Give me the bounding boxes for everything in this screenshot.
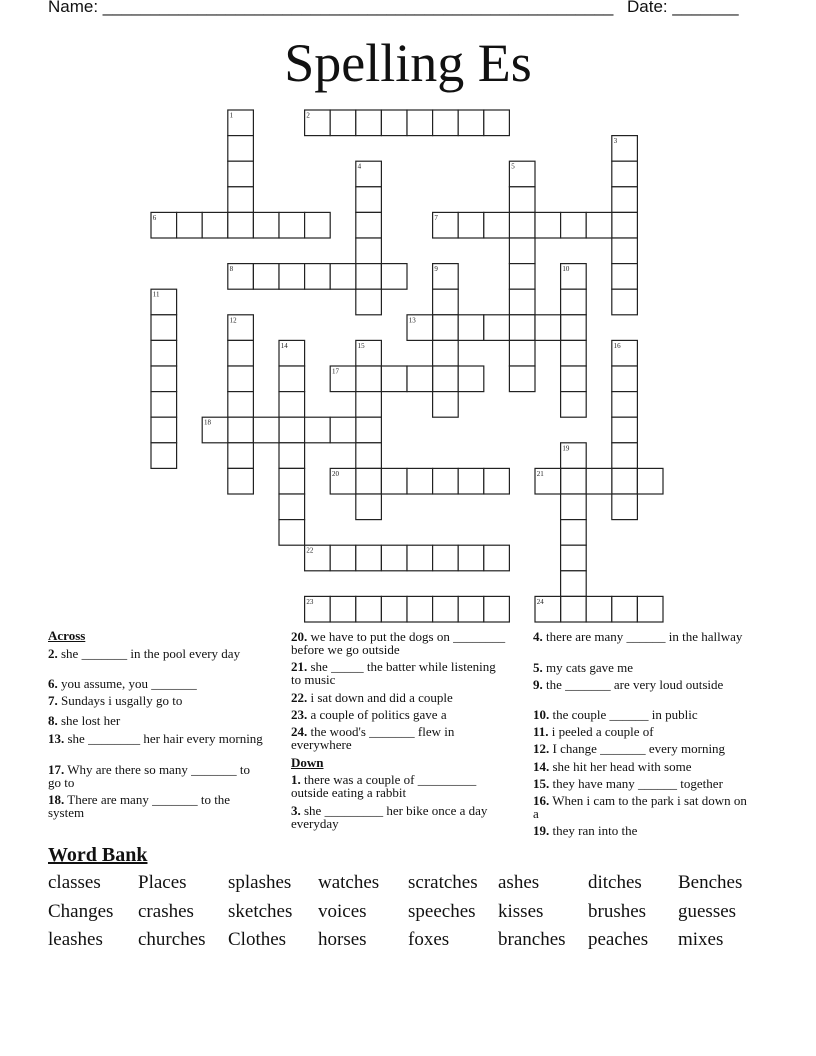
grid-cell[interactable] (612, 289, 638, 315)
grid-cell[interactable] (535, 212, 561, 238)
word-bank-word: scratches (408, 872, 478, 893)
grid-cell[interactable] (228, 136, 254, 162)
grid-cell[interactable] (356, 238, 382, 264)
grid-cell[interactable] (228, 443, 254, 469)
grid-cell[interactable] (433, 366, 459, 392)
grid-cell[interactable] (561, 315, 587, 341)
clue-down-15: 15. they have many ______ together (533, 776, 723, 791)
word-bank-word: classes (48, 872, 101, 893)
clue-number-17: 17 (332, 367, 339, 376)
grid-cell[interactable] (228, 161, 254, 187)
grid-cell[interactable] (484, 596, 510, 622)
clue-number-5: 5 (511, 162, 515, 171)
grid-cell[interactable] (228, 212, 254, 238)
grid-cell[interactable] (305, 417, 331, 443)
clue-down-3: 3. she _________ her bike once a day everyday (291, 803, 488, 831)
grid-cell[interactable] (509, 187, 535, 213)
down-heading: Down (291, 755, 324, 770)
clue-number-15: 15 (357, 341, 365, 350)
grid-cell[interactable] (561, 571, 587, 597)
grid-cell[interactable] (253, 417, 279, 443)
grid-cell[interactable] (612, 468, 638, 494)
grid-cell[interactable] (279, 494, 305, 520)
word-bank-word: Places (138, 872, 187, 893)
grid-cell[interactable] (305, 264, 331, 290)
grid-cell[interactable] (458, 366, 484, 392)
grid-cell[interactable] (356, 468, 382, 494)
grid-cell[interactable] (356, 264, 382, 290)
name-field-label: Name: ______________________________________________________ (48, 0, 614, 16)
word-bank-word: guesses (678, 901, 737, 922)
grid-cell[interactable] (458, 545, 484, 571)
grid-cell[interactable] (279, 392, 305, 418)
grid-cell[interactable] (561, 520, 587, 546)
word-bank-word: crashes (138, 901, 194, 922)
word-bank-word: sketches (228, 901, 293, 922)
grid-cell[interactable] (561, 340, 587, 366)
clue-down-10: 10. the couple ______ in public (533, 707, 698, 722)
grid-cell[interactable] (381, 545, 407, 571)
grid-cell[interactable] (586, 468, 612, 494)
grid-cell[interactable] (484, 315, 510, 341)
clue-down-12: 12. I change _______ every morning (533, 741, 726, 756)
grid-cell[interactable] (637, 596, 663, 622)
clue-down-5: 5. my cats gave me (533, 660, 633, 675)
clue-number-20: 20 (332, 469, 339, 478)
across-heading: Across (48, 628, 86, 643)
grid-cell[interactable] (279, 212, 305, 238)
grid-cell[interactable] (561, 468, 587, 494)
grid-cell[interactable] (228, 340, 254, 366)
grid-cell[interactable] (561, 366, 587, 392)
grid-cell[interactable] (612, 161, 638, 187)
grid-cell[interactable] (228, 417, 254, 443)
grid-cell[interactable] (612, 392, 638, 418)
clue-number-18: 18 (204, 418, 211, 427)
clue-number-11: 11 (152, 290, 160, 299)
grid-cell[interactable] (381, 366, 407, 392)
clue-number-22: 22 (306, 546, 314, 555)
clue-across-23: 23. a couple of politics gave a (291, 707, 447, 722)
grid-cell[interactable] (407, 468, 433, 494)
grid-cell[interactable] (228, 187, 254, 213)
grid-cell[interactable] (330, 110, 356, 136)
grid-cell[interactable] (151, 366, 177, 392)
grid-cell[interactable] (612, 264, 638, 290)
grid-cell[interactable] (433, 110, 459, 136)
grid-cell[interactable] (586, 212, 612, 238)
word-bank-word: watches (318, 872, 380, 893)
clue-across-21: 21. she _____ the batter while listening to music (291, 659, 496, 687)
word-bank-word: splashes (228, 872, 292, 893)
clue-across-7: 7. Sundays i usgally go to (48, 693, 183, 708)
grid-cell[interactable] (356, 596, 382, 622)
word-bank-word: Benches (678, 872, 743, 893)
word-bank-word: branches (498, 929, 566, 950)
grid-cell[interactable] (228, 468, 254, 494)
grid-cell[interactable] (433, 468, 459, 494)
grid-cell[interactable] (509, 366, 535, 392)
word-bank-word: Changes (48, 901, 114, 922)
grid-cell[interactable] (561, 545, 587, 571)
clue-number-23: 23 (306, 597, 314, 606)
grid-cell[interactable] (177, 212, 203, 238)
grid-cell[interactable] (356, 392, 382, 418)
word-bank-word: kisses (498, 901, 544, 922)
clue-down-9: 9. the _______ are very loud outside (533, 677, 724, 692)
grid-cell[interactable] (356, 110, 382, 136)
clue-number-13: 13 (408, 316, 416, 325)
clue-number-10: 10 (562, 265, 570, 274)
grid-cell[interactable] (509, 238, 535, 264)
grid-cell[interactable] (484, 468, 510, 494)
clue-across-13: 13. she ________ her hair every morning (48, 731, 263, 746)
grid-cell[interactable] (509, 264, 535, 290)
grid-cell[interactable] (433, 289, 459, 315)
grid-cell[interactable] (151, 392, 177, 418)
grid-cell[interactable] (151, 443, 177, 469)
grid-cell[interactable] (356, 494, 382, 520)
grid-cell[interactable] (305, 212, 331, 238)
page-title: Spelling Es (284, 33, 532, 93)
clue-number-12: 12 (229, 316, 237, 325)
grid-cell[interactable] (253, 212, 279, 238)
clue-number-6: 6 (152, 213, 157, 222)
clue-down-4: 4. there are many ______ in the hallway (533, 629, 743, 644)
grid-cell[interactable] (535, 315, 561, 341)
date-field-label: Date: _______ (627, 0, 739, 16)
word-bank-title: Word Bank (48, 844, 148, 866)
clue-number-9: 9 (434, 265, 438, 274)
clue-down-19: 19. they ran into the (533, 823, 638, 838)
grid-cell[interactable] (407, 110, 433, 136)
grid-cell[interactable] (612, 187, 638, 213)
grid-cell[interactable] (612, 417, 638, 443)
grid-cell[interactable] (612, 366, 638, 392)
word-bank-word: peaches (588, 929, 649, 950)
grid-cell[interactable] (381, 264, 407, 290)
grid-cell[interactable] (356, 366, 382, 392)
grid-cell[interactable] (433, 340, 459, 366)
clue-number-14: 14 (280, 341, 288, 350)
clue-across-22: 22. i sat down and did a couple (291, 690, 453, 705)
grid-cell[interactable] (202, 212, 228, 238)
grid-cell[interactable] (484, 212, 510, 238)
grid-cell[interactable] (279, 443, 305, 469)
clue-number-1: 1 (229, 111, 234, 120)
clue-across-6: 6. you assume, you _______ (48, 676, 197, 691)
grid-cell[interactable] (612, 596, 638, 622)
grid-cell[interactable] (433, 545, 459, 571)
grid-cell[interactable] (151, 315, 177, 341)
clue-number-21: 21 (536, 469, 544, 478)
word-bank-word: churches (138, 929, 206, 950)
grid-cell[interactable] (509, 212, 535, 238)
word-bank-word: voices (318, 901, 367, 922)
grid-cell[interactable] (407, 366, 433, 392)
clue-down-1: 1. there was a couple of _________ outside eating a rabbit (291, 772, 477, 800)
clue-number-3: 3 (613, 137, 618, 146)
grid-cell[interactable] (356, 545, 382, 571)
word-bank-word: ditches (588, 872, 642, 893)
grid-cell[interactable] (637, 468, 663, 494)
clue-across-2: 2. she _______ in the pool every day (48, 646, 241, 661)
grid-cell[interactable] (561, 289, 587, 315)
clue-number-7: 7 (434, 213, 438, 222)
grid-cell[interactable] (433, 392, 459, 418)
grid-cell[interactable] (407, 596, 433, 622)
grid-cell[interactable] (561, 494, 587, 520)
word-bank-word: mixes (678, 929, 724, 950)
grid-cell[interactable] (381, 110, 407, 136)
grid-cell[interactable] (612, 212, 638, 238)
grid-cell[interactable] (253, 264, 279, 290)
word-bank-word: leashes (48, 929, 103, 950)
clue-number-2: 2 (306, 111, 310, 120)
word-bank-word: horses (318, 929, 367, 950)
clue-across-8: 8. she lost her (48, 713, 121, 728)
grid-cell[interactable] (561, 596, 587, 622)
grid-cell[interactable] (586, 596, 612, 622)
clue-across-24: 24. the wood's _______ flew in everywhere (291, 724, 455, 752)
clue-number-8: 8 (229, 265, 234, 274)
grid-cell[interactable] (330, 545, 356, 571)
grid-cell[interactable] (433, 315, 459, 341)
grid-cell[interactable] (356, 212, 382, 238)
grid-cell[interactable] (151, 340, 177, 366)
grid-cell[interactable] (279, 520, 305, 546)
grid-cell[interactable] (484, 110, 510, 136)
grid-cell[interactable] (458, 110, 484, 136)
grid-cell[interactable] (561, 392, 587, 418)
grid-cell[interactable] (612, 494, 638, 520)
grid-cell[interactable] (407, 545, 433, 571)
grid-cell[interactable] (279, 366, 305, 392)
word-bank-word: ashes (498, 872, 540, 893)
grid-cell[interactable] (458, 468, 484, 494)
grid-cell[interactable] (458, 212, 484, 238)
grid-cell[interactable] (330, 596, 356, 622)
grid-cell[interactable] (356, 187, 382, 213)
grid-cell[interactable] (561, 212, 587, 238)
grid-cell[interactable] (433, 596, 459, 622)
clue-across-20: 20. we have to put the dogs on ________ before we go outside (291, 629, 506, 657)
grid-cell[interactable] (458, 315, 484, 341)
grid-cell[interactable] (381, 468, 407, 494)
grid-cell[interactable] (330, 264, 356, 290)
word-bank-word: brushes (588, 901, 647, 922)
grid-cell[interactable] (509, 340, 535, 366)
word-bank-word: Clothes (228, 929, 287, 950)
grid-cell[interactable] (356, 289, 382, 315)
clue-across-18: 18. There are many _______ to the system (48, 792, 231, 820)
grid-cell[interactable] (612, 238, 638, 264)
grid-cell[interactable] (228, 392, 254, 418)
grid-cell[interactable] (458, 596, 484, 622)
clue-down-11: 11. i peeled a couple of (533, 724, 654, 739)
clue-number-19: 19 (562, 444, 570, 453)
grid-cell[interactable] (509, 289, 535, 315)
clue-number-24: 24 (536, 597, 544, 606)
grid-cell[interactable] (151, 417, 177, 443)
clue-number-16: 16 (613, 341, 621, 350)
grid-cell[interactable] (228, 366, 254, 392)
grid-cell[interactable] (356, 443, 382, 469)
grid-cell[interactable] (484, 545, 510, 571)
grid-cell[interactable] (279, 468, 305, 494)
clue-down-16: 16. When i cam to the park i sat down on a (533, 793, 747, 821)
grid-cell[interactable] (330, 417, 356, 443)
grid-cell[interactable] (356, 417, 382, 443)
clue-down-14: 14. she hit her head with some (533, 759, 692, 774)
grid-cell[interactable] (509, 315, 535, 341)
grid-cell[interactable] (381, 596, 407, 622)
word-bank-word: foxes (408, 929, 450, 950)
grid-cell[interactable] (279, 264, 305, 290)
clue-number-4: 4 (357, 162, 362, 171)
grid-cell[interactable] (612, 443, 638, 469)
word-bank-word: speeches (408, 901, 476, 922)
clue-across-17: 17. Why are there so many _______ to go to (48, 762, 250, 790)
grid-cell[interactable] (279, 417, 305, 443)
